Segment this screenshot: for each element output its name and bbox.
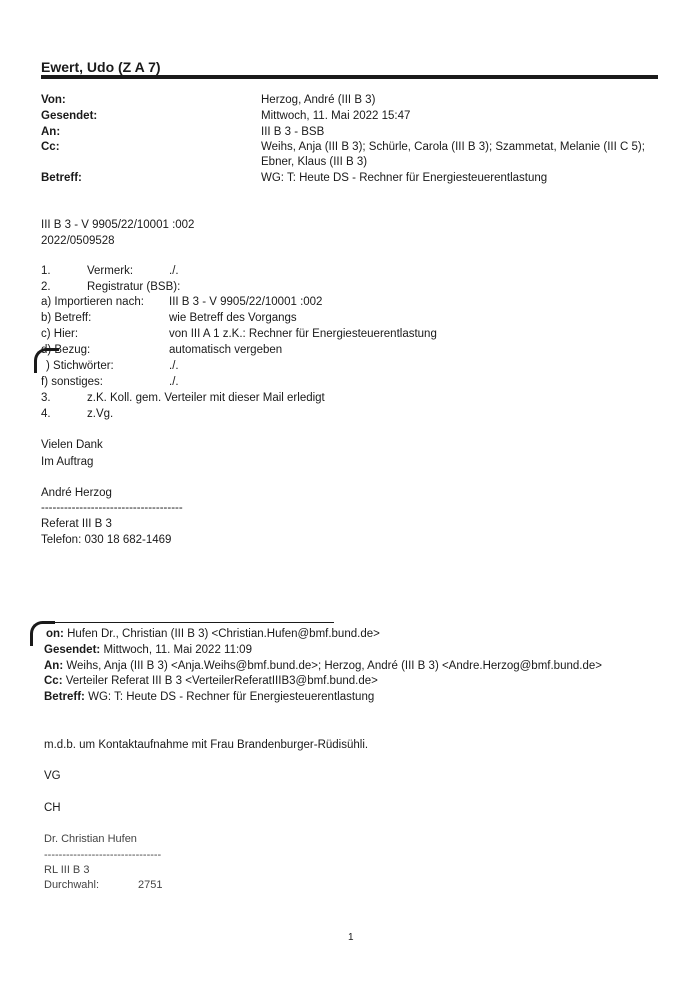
item-e-label: ) Stichwörter: xyxy=(46,360,114,372)
header-to-label: An: xyxy=(41,126,61,138)
item-f-value: ./. xyxy=(169,376,179,388)
forward-subject-value: WG: T: Heute DS - Rechner für Energiesteuerentlastung xyxy=(84,691,375,703)
item-d-value: automatisch vergeben xyxy=(169,344,283,356)
forward-cc-value: Verteiler Referat III B 3 <VerteilerReferatIIIB3@bmf.bund.de> xyxy=(62,675,378,687)
item-3-text: z.K. Koll. gem. Verteiler mit dieser Mail erledigt xyxy=(87,392,325,404)
body-ch: CH xyxy=(44,802,61,814)
header-cc-label: Cc: xyxy=(41,141,60,153)
closing-referat: Referat III B 3 xyxy=(41,518,112,530)
closing-dashes: ------------------------------------- xyxy=(41,502,183,514)
item-a-value: III B 3 - V 9905/22/10001 :002 xyxy=(169,296,323,308)
title-rule xyxy=(41,75,658,79)
reference-id: 2022/0509528 xyxy=(41,235,115,247)
forward-cc-label: Cc: xyxy=(44,675,63,687)
forward-subject-label: Betreff: xyxy=(44,691,85,703)
header-cc-line2: Ebner, Klaus (III B 3) xyxy=(261,156,368,168)
forward-cc-line xyxy=(44,675,378,687)
signature-dashes: -------------------------------- xyxy=(44,849,162,861)
forward-subject-line xyxy=(44,691,374,703)
closing-name: André Herzog xyxy=(41,487,112,499)
forward-from-value: Hufen Dr., Christian (III B 3) <Christian.Hufen@bmf.bund.de> xyxy=(63,628,380,640)
item-4-num: 4. xyxy=(41,408,51,420)
header-to-value: III B 3 - BSB xyxy=(261,126,325,138)
header-from-label: Von: xyxy=(41,94,66,106)
item-3-num: 3. xyxy=(41,392,51,404)
header-cc-line1: Weihs, Anja (III B 3); Schürle, Carola (III B 3); Szammetat, Melanie (III C 5); xyxy=(261,141,645,153)
forward-from-label: on: xyxy=(46,628,64,640)
item-e-value: ./. xyxy=(169,360,179,372)
signature-dial-value: 2751 xyxy=(138,879,163,891)
item-b-value: wie Betreff des Vorgangs xyxy=(169,312,297,324)
signature-dial-label: Durchwahl: xyxy=(44,879,100,891)
closing-phone: Telefon: 030 18 682-1469 xyxy=(41,534,172,546)
item-c-value: von III A 1 z.K.: Rechner für Energiesteuerentlastung xyxy=(169,328,437,340)
item-1-num: 1. xyxy=(41,265,51,277)
signature-unit: RL III B 3 xyxy=(44,864,90,876)
forward-from-line xyxy=(46,628,380,640)
forward-sent-label: Gesendet: xyxy=(44,644,101,656)
forward-to-label: An: xyxy=(44,660,64,672)
item-1-value: ./. xyxy=(169,265,179,277)
signature-name: Dr. Christian Hufen xyxy=(44,833,137,845)
item-d-label: d) Bezug: xyxy=(41,344,91,356)
body-vg: VG xyxy=(44,770,61,782)
item-f-label: f) sonstiges: xyxy=(41,376,103,388)
page-number: 1 xyxy=(348,932,354,943)
header-sent-value: Mittwoch, 11. Mai 2022 15:47 xyxy=(261,110,411,122)
forward-sent-value: Mittwoch, 11. Mai 2022 11:09 xyxy=(100,644,252,656)
header-subject-value: WG: T: Heute DS - Rechner für Energiesteuerentlastung xyxy=(261,172,548,184)
header-subject-label: Betreff: xyxy=(41,172,82,184)
closing-thanks: Vielen Dank xyxy=(41,439,103,451)
document-title: Ewert, Udo (Z A 7) xyxy=(41,59,161,75)
reference-number: III B 3 - V 9905/22/10001 :002 xyxy=(41,219,195,231)
forward-to-line xyxy=(44,660,602,672)
item-a-label: a) Importieren nach: xyxy=(41,296,144,308)
header-from-value: Herzog, André (III B 3) xyxy=(261,94,376,106)
body-line: m.d.b. um Kontaktaufnahme mit Frau Brandenburger-Rüdisühli. xyxy=(44,739,369,751)
closing-auftrag: Im Auftrag xyxy=(41,456,94,468)
forward-sent-line xyxy=(44,644,252,656)
item-2-label: Registratur (BSB): xyxy=(87,281,181,293)
item-1-label: Vermerk: xyxy=(87,265,134,277)
item-4-text: z.Vg. xyxy=(87,408,114,420)
item-2-num: 2. xyxy=(41,281,51,293)
forward-to-value: Weihs, Anja (III B 3) <Anja.Weihs@bmf.bund.de>; Herzog, André (III B 3) <Andre.Herzog@bmf.bund.de> xyxy=(63,660,602,672)
item-b-label: b) Betreff: xyxy=(41,312,92,324)
forward-separator xyxy=(46,622,334,623)
header-sent-label: Gesendet: xyxy=(41,110,98,122)
item-c-label: c) Hier: xyxy=(41,328,79,340)
